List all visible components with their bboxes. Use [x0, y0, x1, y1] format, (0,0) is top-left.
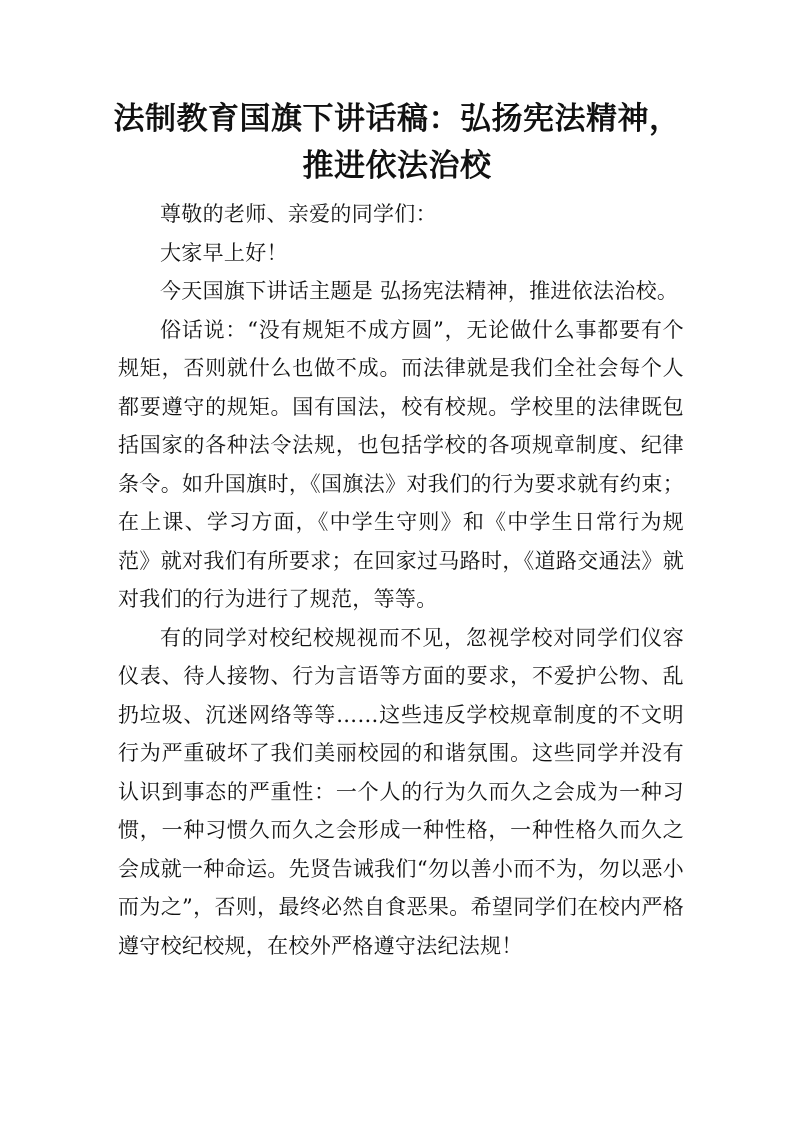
topic-paragraph: 今天国旗下讲话主题是 弘扬宪法精神，推进依法治校。: [160, 279, 679, 303]
rules-paragraph: 俗话说：“没有规矩不成方圆”，无论做什么事都要有个规矩，否则就什么也做不成。而法律就是我们全社会每个人都要遵守的规矩。国有国法，校有校规。学校里的法律既包括国家的各种法令法规，也包括学校的各项规章制度、纪律条令。如升国旗时，《国旗法》对我们的行为要求就有约束；在上课、学习方面，《中学生守则》和《中学生日常行为规范》就对我们有所要求；在回家过马路时，《道路交通法》就对我们的行为进行了规范，等等。: [118, 317, 684, 611]
behavior-paragraph: 有的同学对校纪校规视而不见，忽视学校对同学们仪容仪表、待人接物、行为言语等方面的要求，不爱护公物、乱扔垃圾、沉迷网络等等……这些违反学校规章制度的不文明行为严重破坏了我们美丽校园的和谐氛围。这些同学并没有认识到事态的严重性：一个人的行为久而久之会成为一种习惯，一种习惯久而久之会形成一种性格，一种性格久而久之会成就一种命运。先贤告诫我们“勿以善小而不为，勿以恶小而为之”，否则，最终必然自食恶果。希望同学们在校内严格遵守校纪校规，在校外严格遵守法纪法规！: [118, 625, 684, 958]
morning-greeting-paragraph: 大家早上好！: [160, 240, 288, 265]
document-body: [118, 195, 684, 965]
greeting-paragraph: 尊敬的老师、亲爱的同学们：: [160, 202, 437, 226]
document-title: 法制教育国旗下讲话稿：弘扬宪法精神，推进依法治校: [113, 101, 681, 184]
